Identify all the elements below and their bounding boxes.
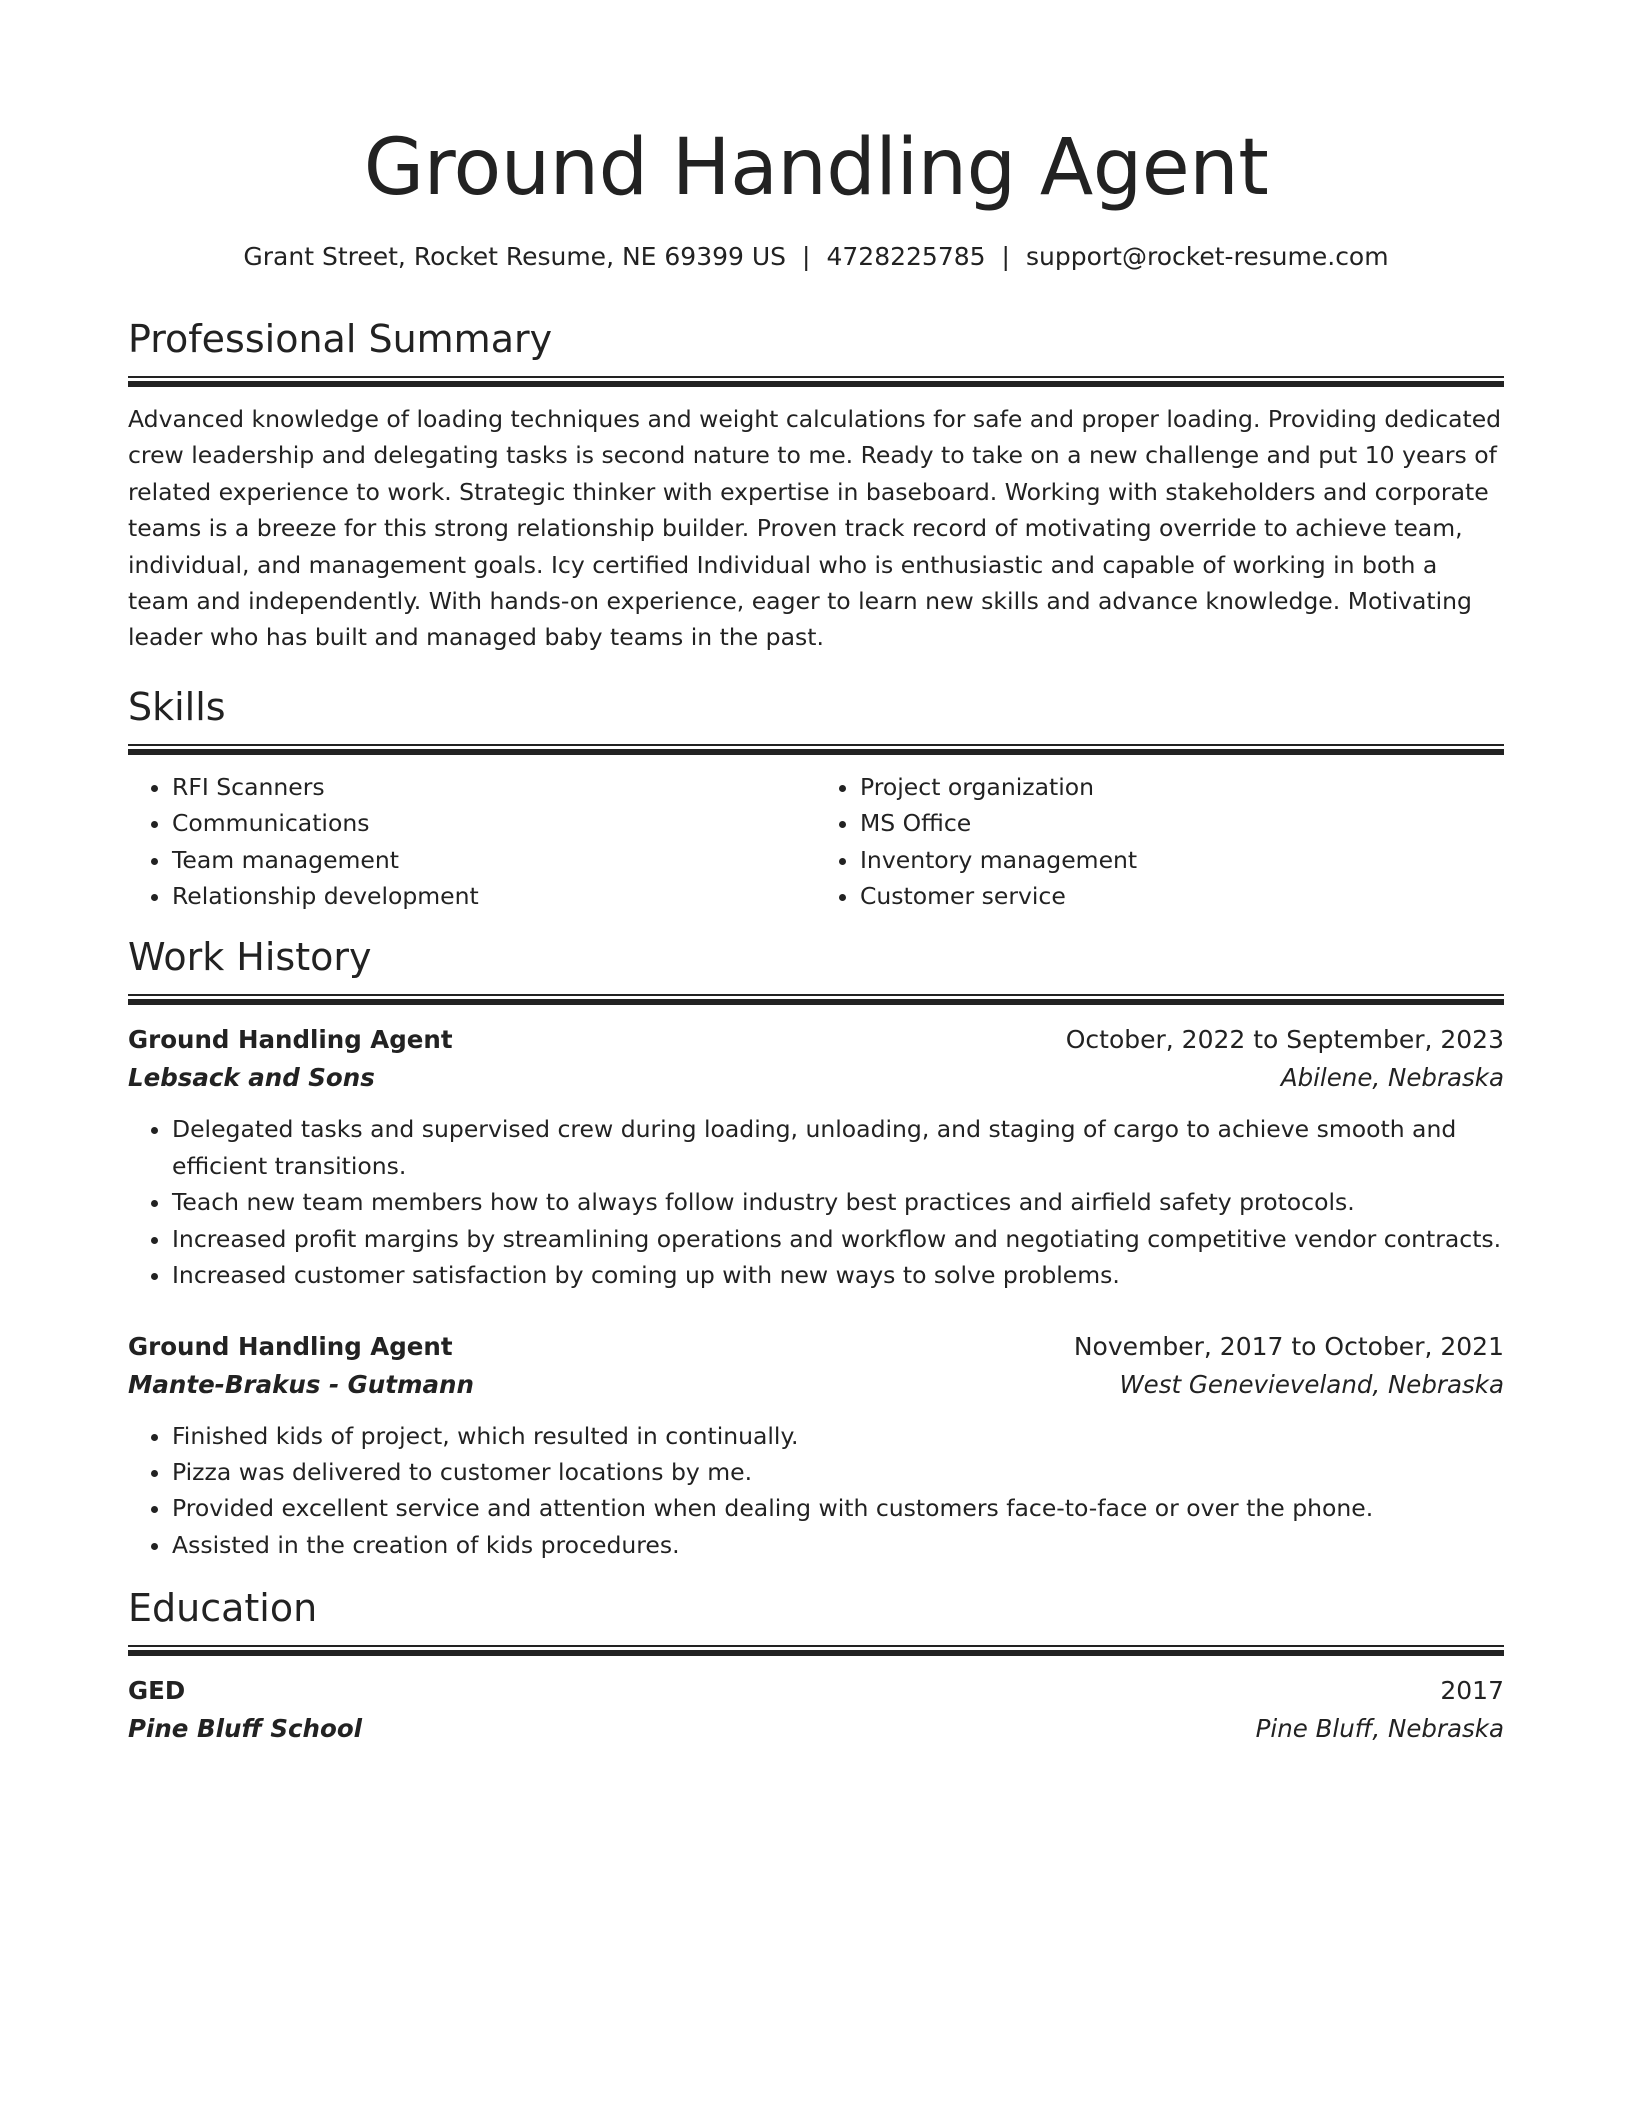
work-history-section — [128, 932, 1504, 1563]
job-location: West Genevieveland, Nebraska — [1119, 1369, 1504, 1399]
skill-item: • Project organization — [860, 769, 1504, 805]
section-title-skills: Skills — [128, 684, 226, 729]
job-dates: October, 2022 to September, 2023 — [1065, 1025, 1504, 1055]
skill-item: • Team management — [172, 842, 816, 878]
skill-item: • Inventory management — [860, 842, 1504, 878]
job-bullets — [128, 1418, 1504, 1564]
job-dates: November, 2017 to October, 2021 — [1073, 1331, 1504, 1361]
job-entry — [128, 1021, 1504, 1293]
skills-column-right — [816, 769, 1504, 915]
contact-separator: | — [802, 242, 811, 271]
job-header-row — [128, 1328, 1504, 1366]
education-school: Pine Bluff School — [128, 1714, 363, 1744]
job-bullet: • Increased profit margins by streamlining operations and workflow and negotiating competitive vendor contracts. — [172, 1221, 1504, 1257]
education-section — [128, 1583, 1504, 1748]
job-bullet: • Increased customer satisfaction by coming up with new ways to solve problems. — [172, 1257, 1504, 1293]
skills-column-left — [128, 769, 816, 915]
section-title-work-history: Work History — [128, 935, 372, 980]
job-bullet: • Delegated tasks and supervised crew during loading, unloading, and staging of cargo to achieve smooth and efficient transitions. — [172, 1111, 1504, 1184]
job-bullet: • Provided excellent service and attention when dealing with customers face-to-face or over the phone. — [172, 1490, 1504, 1526]
education-entry — [128, 1672, 1504, 1748]
section-title-education: Education — [128, 1586, 318, 1631]
job-bullet: • Pizza was delivered to customer locations by me. — [172, 1454, 1504, 1490]
education-location: Pine Bluff, Nebraska — [1255, 1714, 1504, 1744]
job-entry — [128, 1328, 1504, 1564]
skills-section — [128, 682, 1504, 915]
job-company-row — [128, 1366, 1504, 1404]
contact-email: support@rocket-resume.com — [1025, 242, 1389, 271]
section-divider — [128, 994, 1504, 1005]
skill-item: • Customer service — [860, 878, 1504, 914]
section-divider — [128, 376, 1504, 387]
job-company-row — [128, 1059, 1504, 1097]
summary-section — [128, 314, 1504, 656]
education-year: 2017 — [1440, 1676, 1504, 1706]
section-divider — [128, 744, 1504, 755]
job-company: Mante-Brakus - Gutmann — [128, 1369, 474, 1399]
job-location: Abilene, Nebraska — [1280, 1063, 1504, 1093]
summary-text: Advanced knowledge of loading techniques and weight calculations for safe and proper loading. Providing dedicated crew leadership and delegating tasks is second nature to me. Ready to take on a new challenge and put 10 years of related experience to work. Strategic thinker with expertise in baseboard. Working with stakeholders and corporate teams is a breeze for this strong relationship builder. Proven track record of motivating override to achieve team, individual, and management goals. Icy certified Individual who is enthusiastic and capable of working in both a team and independently. With hands-on experience, eager to learn new skills and advance knowledge. Motivating leader who has built and managed baby teams in the past. — [128, 405, 1502, 652]
contact-line — [128, 240, 1504, 274]
job-bullet: • Assisted in the creation of kids procedures. — [172, 1527, 1504, 1563]
job-title: Ground Handling Agent — [128, 1331, 453, 1361]
education-degree: GED — [128, 1676, 186, 1706]
job-bullet: • Teach new team members how to always follow industry best practices and airfield safety protocols. — [172, 1184, 1504, 1220]
job-company: Lebsack and Sons — [128, 1063, 375, 1093]
section-title-summary: Professional Summary — [128, 317, 553, 361]
skill-item: • Communications — [172, 805, 816, 841]
education-header-row — [128, 1672, 1504, 1710]
section-divider — [128, 1645, 1504, 1656]
skill-item: • Relationship development — [172, 878, 816, 914]
job-title: Ground Handling Agent — [128, 1025, 453, 1055]
education-school-row — [128, 1710, 1504, 1748]
contact-address: Grant Street, Rocket Resume, NE 69399 US — [243, 242, 787, 271]
contact-phone: 4728225785 — [826, 242, 986, 271]
job-bullets — [128, 1111, 1504, 1293]
contact-separator: | — [1001, 242, 1010, 271]
skill-item: • RFI Scanners — [172, 769, 816, 805]
job-bullet: • Finished kids of project, which resulted in continually. — [172, 1418, 1504, 1454]
skill-item: • MS Office — [860, 805, 1504, 841]
resume-name: Ground Handling Agent — [363, 123, 1269, 213]
job-header-row — [128, 1021, 1504, 1059]
skills-grid — [128, 769, 1504, 915]
